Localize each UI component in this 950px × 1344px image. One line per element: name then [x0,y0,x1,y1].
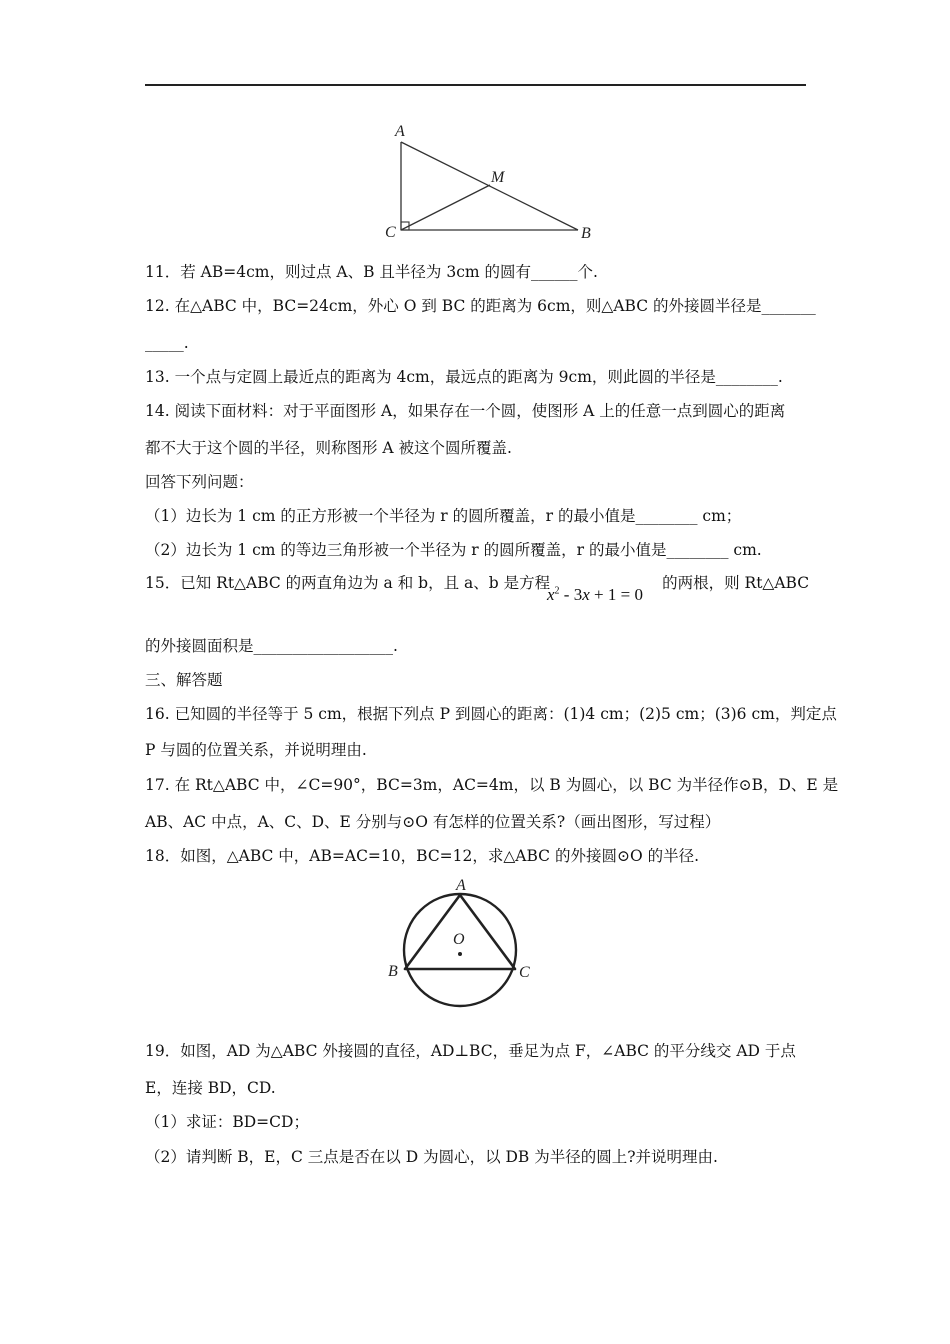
question-15-line1 [145,573,825,593]
eq-var-x: x [547,585,555,604]
equation [547,585,643,605]
label-c: C [385,224,396,241]
question-18: 18．如图，△ABC 中，AB=AC=10，BC=12，求△ABC 的外接圆⊙O 的半径. [145,847,700,865]
question-17-line1: 17. 在 Rt△ABC 中，∠C=90°，BC=3m，AC=4m，以 B 为圆心，以 BC 为半径作⊙B，D、E 是 [145,776,839,794]
question-15-text-b: 的两根，则 Rt△ABC [662,574,810,592]
center-point [458,952,462,956]
question-16-line2: P 与圆的位置关系，并说明理由. [145,741,367,759]
median-cm [401,185,490,230]
question-14-line1: 14. 阅读下面材料：对于平面图形 A，如果存在一个圆，使图形 A 上的任意一点到圆心的距离 [145,402,786,420]
label-b: B [388,963,398,980]
question-12-line1: 12. 在△ABC 中，BC=24cm，外心 O 到 BC 的距离为 6cm，则△ABC 的外接圆半径是_______ [145,297,816,315]
question-14-part2: （2）边长为 1 cm 的等边三角形被一个半径为 r 的圆所覆盖，r 的最小值是________ cm. [145,541,762,559]
label-m: M [491,169,505,186]
eq-coef: - 3 [559,585,583,604]
label-c: C [519,964,530,981]
header-rule [145,84,806,86]
eq-exponent: 2 [554,585,560,597]
label-b: B [581,225,591,242]
figure-circumcircle [380,876,550,1016]
question-14-line2: 都不大于这个圆的半径，则称图形 A 被这个圆所覆盖. [145,439,512,457]
label-a: A [456,877,466,894]
label-o: O [453,931,465,948]
eq-tail: + 1 = 0 [589,585,643,604]
section-3-heading: 三、解答题 [145,671,223,689]
eq-var-x2: x [582,585,590,604]
figure-right-triangle [380,118,610,248]
question-17-line2: AB、AC 中点，A、C、D、E 分别与⊙O 有怎样的位置关系?（画出图形，写过程） [145,813,721,831]
question-16-line1: 16. 已知圆的半径等于 5 cm，根据下列点 P 到圆心的距离：(1)4 cm；(2)5 cm；(3)6 cm，判定点 [145,705,837,723]
question-15-text-a: 15．已知 Rt△ABC 的两直角边为 a 和 b，且 a、b 是方程 [145,574,551,592]
question-19-line2: E，连接 BD，CD. [145,1079,276,1097]
circle-o [404,894,516,1006]
question-14-part1: （1）边长为 1 cm 的正方形被一个半径为 r 的圆所覆盖，r 的最小值是________ cm； [145,507,742,525]
question-15-line2: 的外接圆面积是__________________. [145,637,398,655]
question-19-part1: （1）求证：BD=CD； [145,1113,309,1131]
question-14-prompt: 回答下列问题： [145,473,254,491]
label-a: A [395,123,405,140]
question-13: 13. 一个点与定圆上最近点的距离为 4cm，最远点的距离为 9cm，则此圆的半径是________. [145,368,783,386]
question-19-part2: （2）请判断 B，E，C 三点是否在以 D 为圆心，以 DB 为半径的圆上?并说明理由. [145,1148,718,1166]
question-11: 11．若 AB=4cm，则过点 A、B 且半径为 3cm 的圆有______个. [145,263,598,281]
question-12-line2: _____. [145,334,189,352]
question-19-line1: 19．如图，AD 为△ABC 外接圆的直径，AD⊥BC，垂足为点 F，∠ABC 的平分线交 AD 于点 [145,1042,796,1060]
